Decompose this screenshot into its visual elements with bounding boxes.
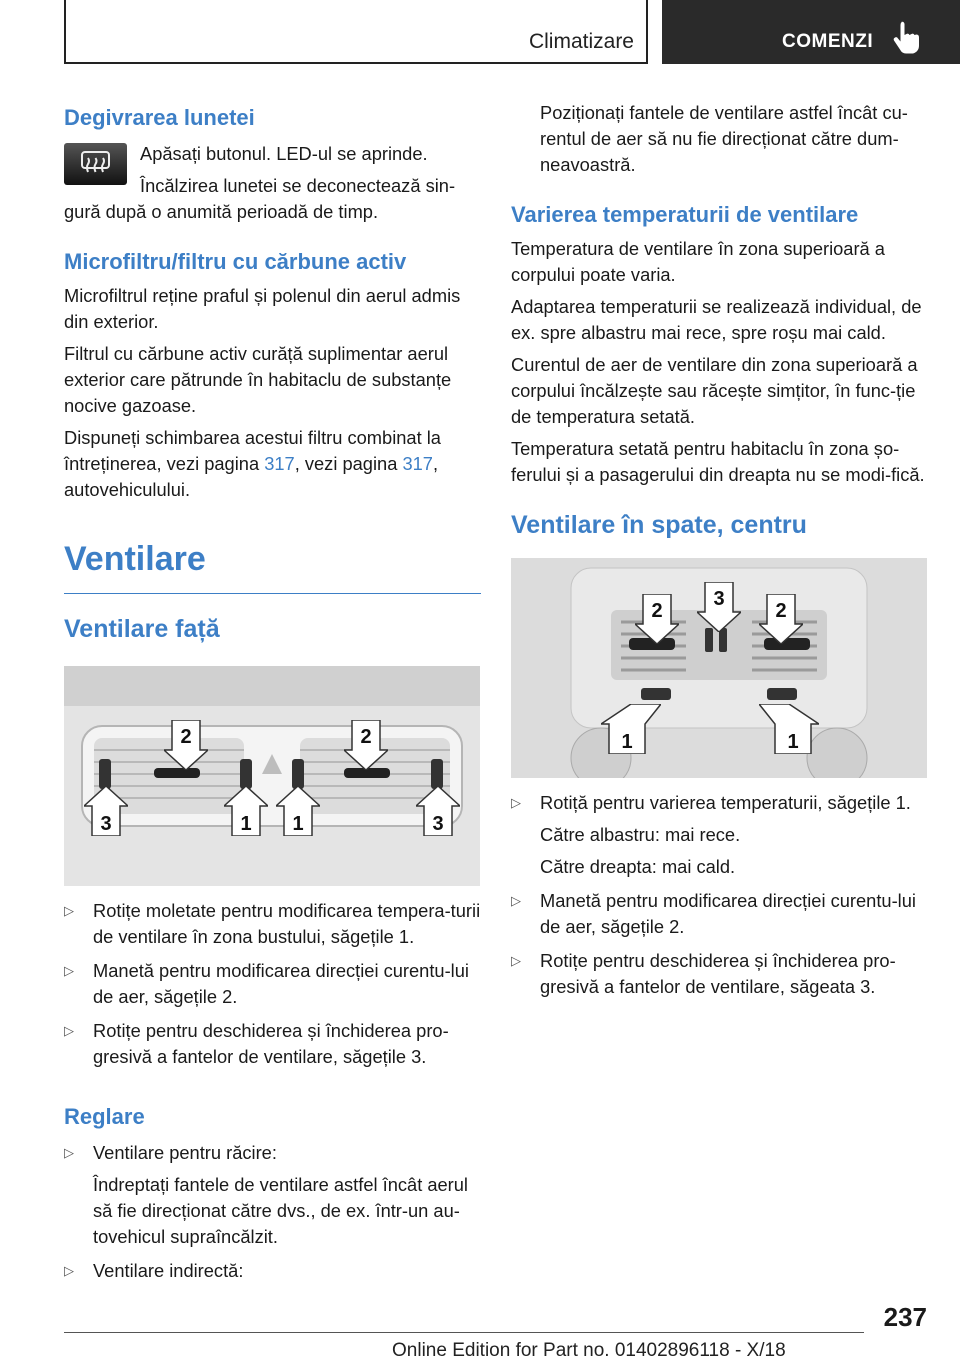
list-item-detail: Către albastru: mai rece. <box>540 824 741 845</box>
footer-divider <box>64 1332 864 1333</box>
list-item-text: Manetă pentru modificarea direcției curentu-lui de aer, săgețile 2. <box>93 960 469 1007</box>
filter-text-c: , autovehiculului. <box>64 453 439 500</box>
indirect-ventilation-detail: Poziționați fantele de ventilare astfel încât cu-rentul de aer să nu fie direcționat către dum-neavoastră. <box>540 102 908 175</box>
callout-arrow-1-right <box>276 786 320 841</box>
bullet-triangle-icon: ▷ <box>64 1023 74 1038</box>
pointing-hand-icon <box>892 20 922 54</box>
callout-arrow-2-right <box>344 720 388 775</box>
bullet-triangle-icon: ▷ <box>511 953 521 968</box>
callout-label: 1 <box>621 731 633 753</box>
rear-defrost-icon <box>64 143 127 185</box>
heading-rule <box>64 593 481 594</box>
heading-temperature: Varierea temperaturii de ventilare <box>511 202 859 227</box>
callout-arrow-1-left <box>601 704 661 759</box>
list-item <box>64 1258 484 1284</box>
rear-vents-illustration <box>511 558 927 778</box>
callout-label: 3 <box>100 813 112 835</box>
chapter-tab[interactable] <box>662 0 960 64</box>
defrost-note-line1: Încălzirea lunetei se deconectează sin- <box>140 175 456 196</box>
callout-arrow-1-left <box>224 786 268 841</box>
callout-arrow-2-right <box>759 594 803 649</box>
front-vents-illustration <box>64 666 480 886</box>
callout-arrow-3 <box>697 582 741 637</box>
temp-paragraph-4: Temperatura setată pentru habitaclu în zona șo-ferului și a pasagerului din dreapta nu se modi-fică. <box>511 438 925 485</box>
temp-paragraph-3: Curentul de aer de ventilare din zona superioară a corpului încălzește sau răcește simțitor, în func-ție de temperatura setată. <box>511 354 918 427</box>
filter-paragraph-3 <box>64 425 484 503</box>
list-item-detail: Către dreapta: mai cald. <box>540 856 736 877</box>
page-link-317[interactable]: 317 <box>264 453 295 474</box>
callout-label: 2 <box>180 726 192 748</box>
list-item-detail: Îndreptați fantele de ventilare astfel încât aerul să fie direcționat către dvs., de ex. într-un au-tovehicul supraîncălzit. <box>93 1174 468 1247</box>
bullet-triangle-icon: ▷ <box>64 963 74 978</box>
heading-defrost: Degivrarea lunetei <box>64 105 255 130</box>
list-item <box>511 888 931 940</box>
list-item-text: Ventilare indirectă: <box>93 1260 244 1281</box>
list-item <box>64 958 484 1010</box>
callout-label: 1 <box>787 731 799 753</box>
filter-text-b: , vezi pagina <box>294 453 403 474</box>
bullet-triangle-icon: ▷ <box>64 1263 74 1278</box>
edition-footer: Online Edition for Part no. 01402896118 - X/18 <box>392 1340 786 1361</box>
page-link-317-second[interactable]: 317 <box>402 453 433 474</box>
heading-filter: Microfiltru/filtru cu cărbune activ <box>64 249 407 274</box>
callout-label: 1 <box>240 813 252 835</box>
list-item <box>64 898 484 950</box>
filter-paragraph-1: Microfiltrul reține praful și polenul din aerul admis din exterior. <box>64 285 461 332</box>
callout-label: 2 <box>360 726 372 748</box>
callout-arrow-2-left <box>635 594 679 649</box>
callout-arrow-3-right <box>416 786 460 841</box>
list-item-text: Rotițe pentru deschiderea și închiderea pro-gresivă a fantelor de ventilare, săgețile 3. <box>93 1020 449 1067</box>
list-item-text: Rotiță pentru varierea temperaturii, săgețile 1. <box>540 792 911 813</box>
heading-rear-center: Ventilare în spate, centru <box>511 511 807 539</box>
heading-ventilare: Ventilare <box>64 540 206 578</box>
callout-label: 1 <box>292 813 304 835</box>
list-item-text: Manetă pentru modificarea direcției curentu-lui de aer, săgețile 2. <box>540 890 916 937</box>
list-item <box>511 790 931 816</box>
callout-label: 3 <box>432 813 444 835</box>
list-item <box>64 1018 484 1070</box>
bullet-triangle-icon: ▷ <box>64 1145 74 1160</box>
list-item-text: Rotițe pentru deschiderea și închiderea pro-gresivă a fantelor de ventilare, săgeata 3. <box>540 950 896 997</box>
list-item-text: Ventilare pentru răcire: <box>93 1142 277 1163</box>
list-item-text: Rotițe moletate pentru modificarea tempera-turii de ventilare în zona bustului, săgețile 1. <box>93 900 481 947</box>
callout-arrow-2-left <box>164 720 208 775</box>
callout-arrow-1-right <box>759 704 819 759</box>
temp-paragraph-2: Adaptarea temperaturii se realizează individual, de ex. spre albastru mai rece, spre roșu mai cald. <box>511 296 922 343</box>
chapter-title: COMENZI <box>782 31 874 52</box>
header-section-box <box>64 0 648 64</box>
list-item <box>511 948 931 1000</box>
section-title: Climatizare <box>528 30 634 53</box>
heading-reglare: Reglare <box>64 1104 145 1129</box>
temp-paragraph-1: Temperatura de ventilare în zona superioară a corpului poate varia. <box>511 238 885 285</box>
filter-text-a: Dispuneți schimbarea acestui filtru combinat la întreținerea, vezi pagina <box>64 427 441 474</box>
defrost-note-line2: gură după o anumită perioadă de timp. <box>64 201 379 222</box>
callout-label: 2 <box>651 600 663 622</box>
bullet-triangle-icon: ▷ <box>64 903 74 918</box>
page-number: 237 <box>883 1302 927 1332</box>
defrost-instruction: Apăsați butonul. LED-ul se aprinde. <box>140 143 428 164</box>
callout-label: 2 <box>775 600 787 622</box>
list-item <box>64 1140 484 1166</box>
bullet-triangle-icon: ▷ <box>511 893 521 908</box>
heading-ventilare-fata: Ventilare față <box>64 615 220 643</box>
callout-arrow-3-left <box>84 786 128 841</box>
bullet-triangle-icon: ▷ <box>511 795 521 810</box>
callout-label: 3 <box>713 588 725 610</box>
filter-paragraph-2: Filtrul cu cărbune activ curăță suplimentar aerul exterior care pătrunde în habitaclu de substanțe nocive gazoase. <box>64 343 452 416</box>
